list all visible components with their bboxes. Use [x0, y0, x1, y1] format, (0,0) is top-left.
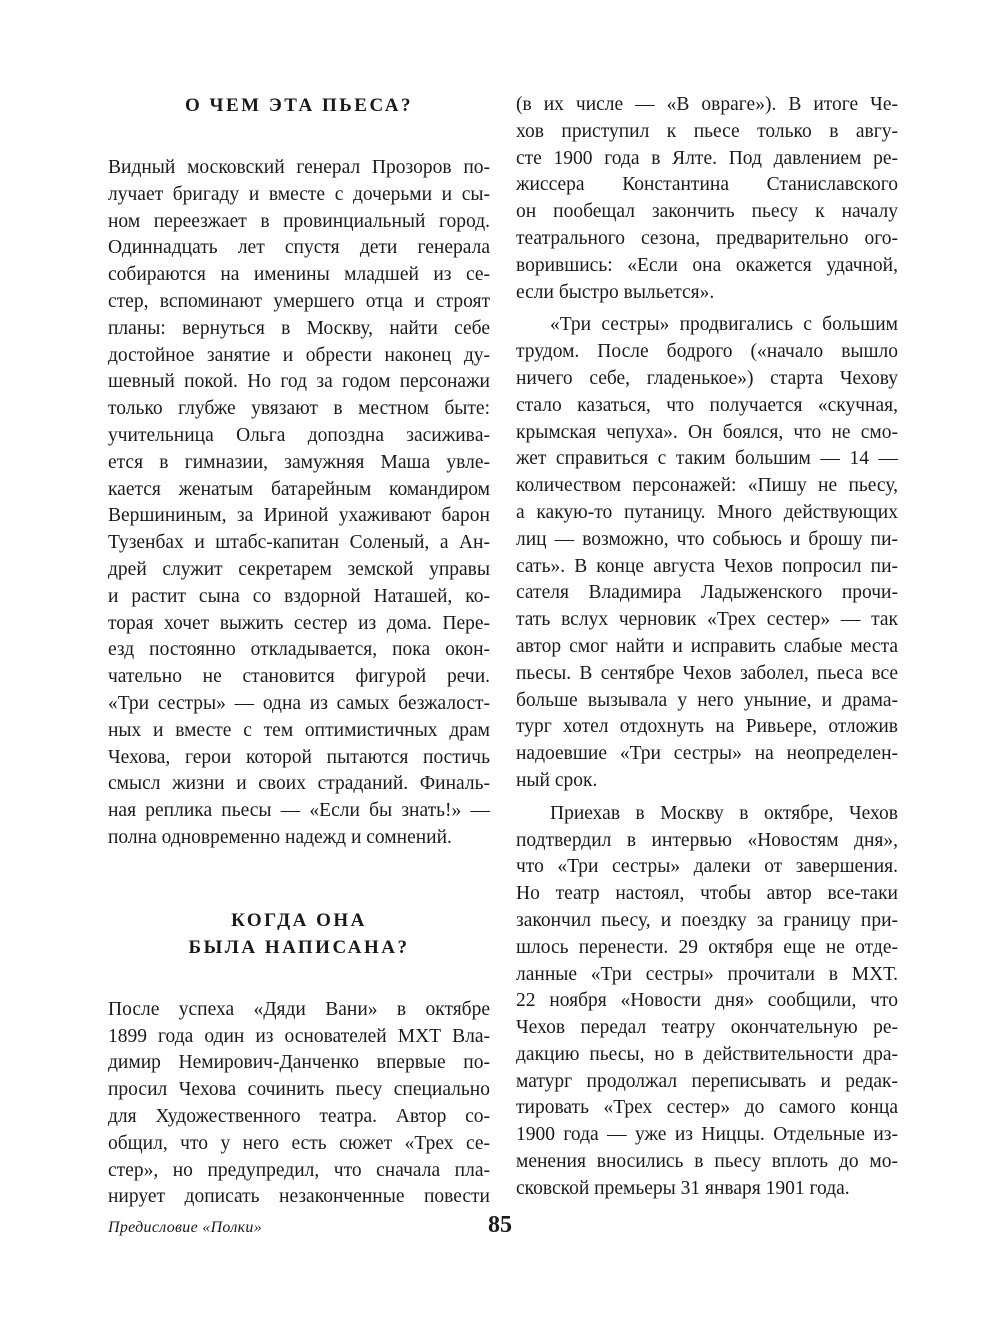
text-line: шлось перенести. 29 октября еще не отде- — [516, 936, 898, 958]
text-line: тать вслух черновик «Трех сестер» — так — [516, 609, 898, 631]
text-line: только глубже увязают в местном быте: — [108, 398, 490, 420]
text-line: пьесы. В сентябре Чехов заболел, пьеса все — [516, 662, 898, 684]
section-heading-when-written: КОГДА ОНА БЫЛА НАПИСАНА? — [188, 909, 410, 958]
text-line: ная реплика пьесы — «Если бы знать!» — — [108, 800, 490, 822]
text-line: что «Три сестры» далеки от завершения. — [516, 856, 898, 878]
text-line: сать». В конце августа Чехов попросил пи- — [516, 555, 898, 577]
text-line: количеством персонажей: «Пишу не пьесу, — [516, 475, 898, 497]
text-line: нирует дописать незаконченные повести — [108, 1186, 490, 1208]
text-line: шевный покой. Но год за годом персонажи — [108, 371, 490, 393]
text-line: Одиннадцать лет спустя дети генерала — [108, 237, 490, 259]
text-line: сте 1900 года в Ялте. Под давлением ре- — [516, 147, 898, 169]
text-line: Видный московский генерал Прозоров по- — [108, 157, 490, 178]
text-line: Вершининым, за Ириной ухаживают барон — [108, 505, 490, 527]
text-line: планы: вернуться в Москву, найти себе — [108, 317, 490, 339]
text-line: Приехав в Москву в октябре, Чехов — [550, 802, 898, 824]
text-line: жет справиться с таким большим — 14 — — [516, 448, 898, 470]
text-line: общил, что у него есть сюжет «Трех се- — [108, 1132, 490, 1154]
text-line: подтвердил в интервью «Новостям дня», — [516, 829, 898, 851]
running-footer-title: Предисловие «Полки» — [108, 1219, 262, 1236]
text-line: ном переезжает в провинциальный город. — [108, 210, 490, 232]
text-line: ничего себе, гладенькое») старта Чехову — [516, 367, 898, 389]
text-line: надоевшие «Три сестры» на неопределен- — [516, 743, 898, 765]
text-line: жиссера Константина Станиславского — [516, 174, 898, 196]
text-line: если быстро выльется». — [516, 281, 715, 303]
text-line: тург хотел отдохнуть на Ривьере, отложив — [516, 716, 898, 738]
text-line: собираются на именины младшей из се- — [108, 264, 490, 286]
text-line: крымская чепуха». Он боялся, что не смо- — [516, 421, 898, 443]
text-line: просил Чехова сочинить пьесу специально — [108, 1079, 490, 1101]
paragraph-history-start — [108, 997, 490, 1211]
text-line: стер, вспоминают умершего отца и строят — [108, 290, 490, 312]
text-line: ворившись: «Если она окажется удачной, — [516, 254, 898, 276]
text-line: После успеха «Дяди Вани» в октябре — [108, 998, 490, 1020]
text-line: ланные «Три сестры» прочитали в МХТ. — [516, 963, 898, 985]
paragraph-synopsis — [108, 155, 490, 852]
text-line: менения вносились в пьесу вплоть до мо- — [516, 1151, 898, 1173]
text-line: Но театр настоял, чтобы автор все-таки — [516, 883, 898, 905]
text-line: чательно не становится фигурой речи. — [108, 666, 490, 688]
text-line: он пообещал закончить пьесу к началу — [516, 201, 898, 223]
text-line: кается женатым батарейным командиром — [108, 478, 490, 500]
text-line: стер», но предупредил, что сначала пла- — [108, 1159, 490, 1181]
text-line: учительница Ольга допоздна засиживa- — [108, 424, 490, 446]
text-line: ный срок. — [516, 769, 598, 791]
text-line: сковской премьеры 31 января 1901 года. — [516, 1177, 850, 1199]
text-line: Тузенбах и штабс-капитан Соленый, а Ан- — [108, 532, 490, 554]
text-line: а какую-то путаницу. Много действующих — [516, 501, 898, 523]
text-line: Чехов передал театру окончательную ре- — [516, 1017, 898, 1039]
text-line: и растит сына со вздорной Наташей, ко- — [108, 585, 490, 607]
text-line: димир Немирович-Данченко впервые по- — [108, 1052, 490, 1074]
text-line: тировать «Трех сестер» до самого конца — [516, 1097, 898, 1119]
text-line: автор смог найти и исправить слабые места — [516, 635, 898, 657]
text-line: для Художественного театра. Автор со- — [108, 1105, 490, 1127]
left-column — [108, 92, 490, 1211]
text-line: лучает бригаду и вместе с дочерьми и сы- — [108, 183, 490, 205]
text-line: больше вызывала у него уныние, и драма- — [516, 689, 898, 711]
right-column — [516, 92, 898, 1203]
text-line: «Три сестры» — одна из самых безжалост- — [108, 692, 490, 714]
text-line: хов приступил к пьесе только в авгу- — [516, 120, 898, 142]
text-line: езд постоянно откладывается, пока окон- — [108, 639, 490, 661]
text-line: матург продолжал переписывать и редак- — [516, 1070, 898, 1092]
text-line: сателя Владимира Ладыженского прочи- — [516, 582, 898, 604]
text-line: дакцию пьесы, но в действительности дра- — [516, 1043, 898, 1065]
section-heading-what-is-play: О ЧЕМ ЭТА ПЬЕСА? — [185, 95, 413, 116]
text-line: ется в гимназии, замужняя Маша увле- — [108, 451, 490, 473]
text-line: смысл жизни и своих страданий. Финаль- — [108, 773, 490, 795]
text-line: стало казаться, что получается «скучная, — [516, 394, 898, 416]
text-line: Чехова, герои которой пытаются постичь — [108, 746, 490, 768]
paragraph-writing-difficulties — [516, 312, 898, 794]
text-line: 1900 года — уже из Ниццы. Отдельные из- — [516, 1124, 898, 1146]
page-number: 85 — [488, 1212, 512, 1238]
text-line: закончил пьесу, и поездку за границу при- — [516, 909, 898, 931]
text-line: достойное занятие и обрести наконец ду- — [108, 344, 490, 366]
text-line: торая хочет выжить сестер из дома. Пере- — [108, 612, 490, 634]
text-line: (в их числе — «В овраге»). В итоге Че- — [516, 94, 898, 115]
text-line: ных и вместе с тем оптимистичных драм — [108, 719, 490, 741]
text-line: «Три сестры» продвигались с большим — [550, 314, 898, 336]
text-line: 22 ноября «Новости дня» сообщили, что — [516, 990, 898, 1012]
text-line: трудом. После бодрого («начало вышло — [516, 341, 898, 363]
text-line: 1899 года один из основателей МХТ Вла- — [108, 1025, 490, 1047]
text-line: полна одновременно надежд и сомнений. — [108, 826, 452, 848]
paragraph-history-continued — [516, 92, 898, 306]
text-line: театрального сезона, предварительно ого- — [516, 227, 898, 249]
text-line: лиц — возможно, что собьюсь и брошу пи- — [516, 528, 898, 550]
text-line: дрей служит секретарем земской управы — [108, 558, 490, 580]
paragraph-completion — [516, 801, 898, 1203]
